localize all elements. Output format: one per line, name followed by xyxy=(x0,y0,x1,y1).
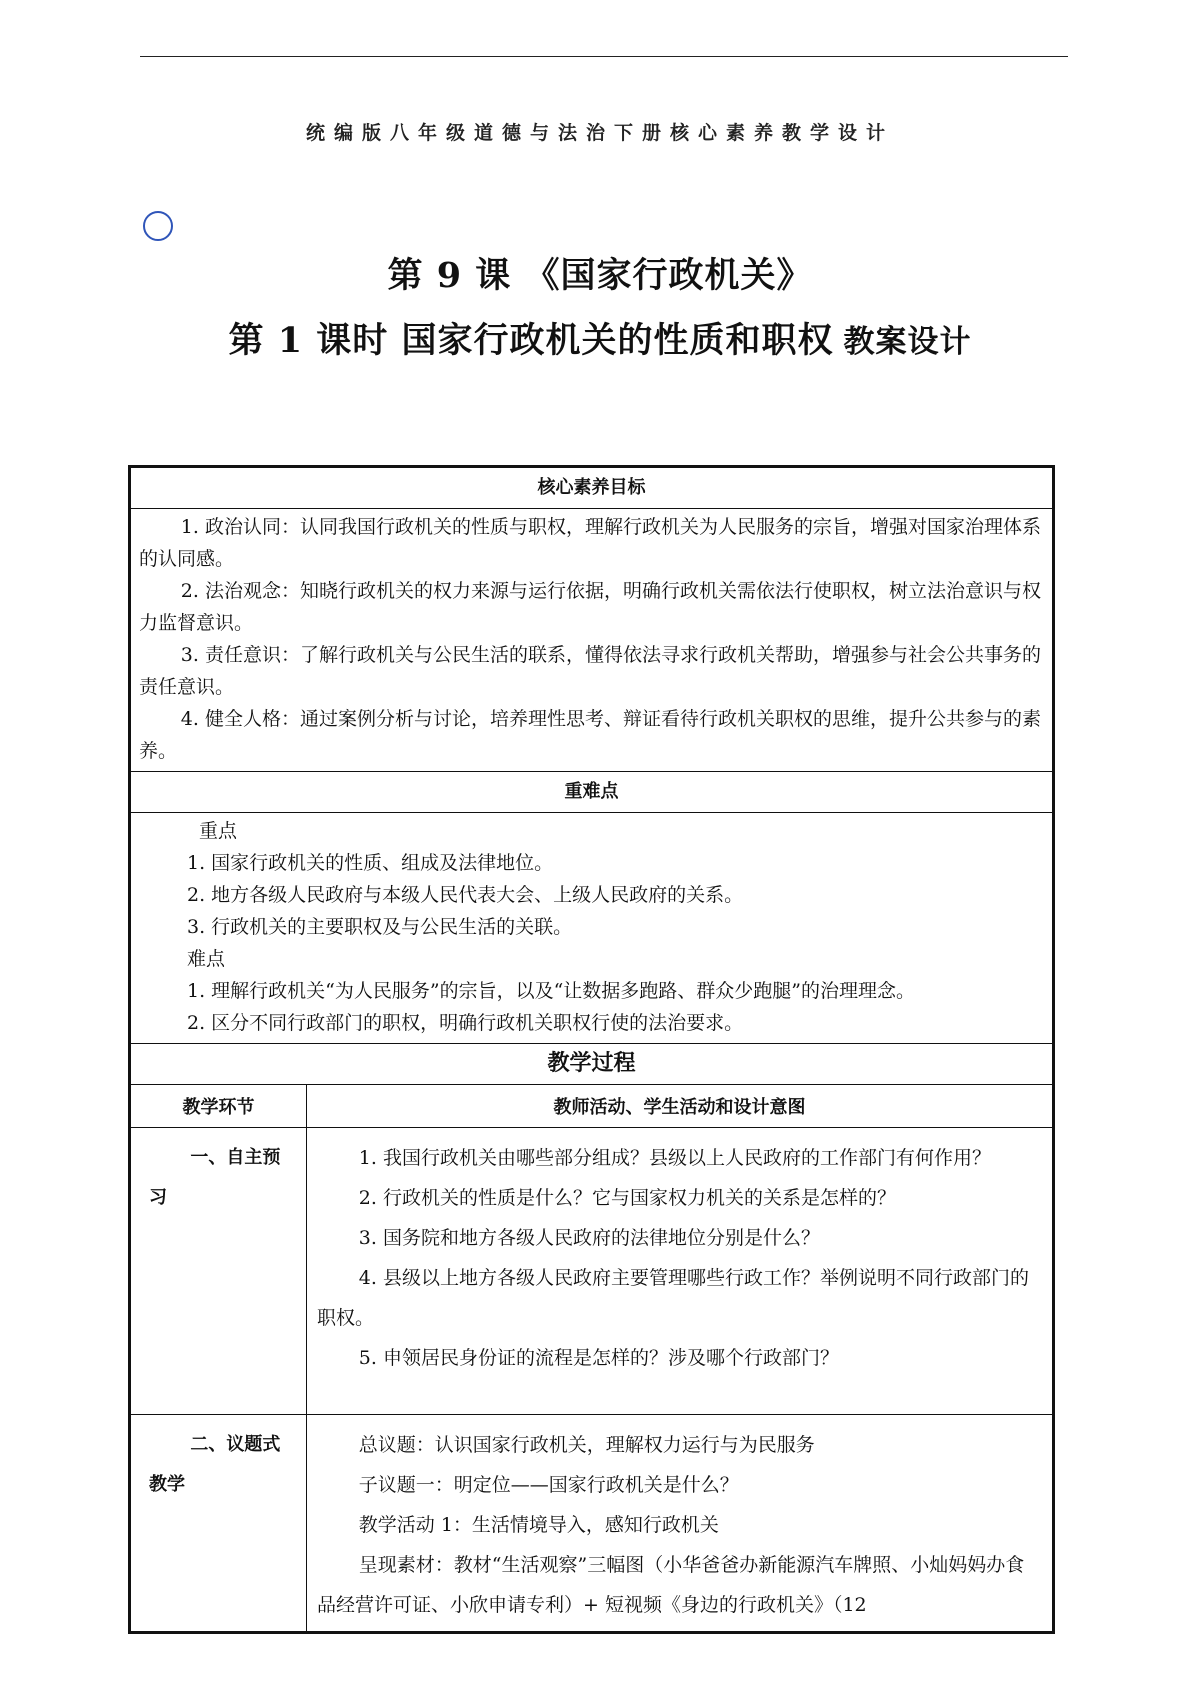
difficult-label: 难点 xyxy=(187,948,226,970)
issue-line: 子议题一：明定位——国家行政机关是什么？ xyxy=(358,1474,739,1496)
difficult-item: 1. 理解行政机关“为人民服务”的宗旨，以及“让数据多跑路、群众少跑腿”的治理理念。 xyxy=(187,980,916,1002)
preview-questions xyxy=(307,1128,1054,1415)
stage-name: 二、议题式教学 xyxy=(149,1434,281,1495)
core-goal-item: 3. 责任意识：了解行政机关与公民生活的联系，懂得依法寻求行政机关帮助，增强参与社会公共事务的责任意识。 xyxy=(139,644,1041,698)
key-item: 3. 行政机关的主要职权及与公民生活的关联。 xyxy=(187,916,573,938)
key-item: 2. 地方各级人民政府与本级人民代表大会、上级人民政府的关系。 xyxy=(187,884,744,906)
core-goals-heading: 核心素养目标 xyxy=(130,467,1054,509)
issue-line: 总议题：认识国家行政机关，理解权力运行与为民服务 xyxy=(358,1434,815,1456)
core-goal-item: 4. 健全人格：通过案例分析与讨论，培养理性思考、辩证看待行政机关职权的思维，提升公共参与的素养。 xyxy=(139,708,1041,762)
period-title-main: 第 1 课时 国家行政机关的性质和职权 xyxy=(228,320,834,361)
preview-question: 4. 县级以上地方各级人民政府主要管理哪些行政工作？举例说明不同行政部门的职权。 xyxy=(317,1267,1029,1329)
series-header: 统编版八年级道德与法治下册核心素养教学设计 xyxy=(305,122,894,144)
preview-question: 3. 国务院和地方各级人民政府的法律地位分别是什么？ xyxy=(358,1227,820,1249)
core-goal-item: 1. 政治认同：认同我国行政机关的性质与职权，理解行政机关为人民服务的宗旨，增强对国家治理体系的认同感。 xyxy=(139,516,1041,570)
key-points-heading: 重难点 xyxy=(130,772,1054,813)
core-goal-item: 2. 法治观念：知晓行政机关的权力来源与运行依据，明确行政机关需依法行使职权，树立法治意识与权力监督意识。 xyxy=(139,580,1041,634)
issue-line: 教学活动 1：生活情境导入，感知行政机关 xyxy=(358,1514,719,1536)
lesson-title: 第 9 课 《国家行政机关》 xyxy=(387,255,813,296)
issue-teaching-content xyxy=(307,1415,1054,1633)
preview-question: 2. 行政机关的性质是什么？它与国家权力机关的关系是怎样的？ xyxy=(358,1187,896,1209)
key-item: 1. 国家行政机关的性质、组成及法律地位。 xyxy=(187,852,554,874)
lesson-plan-table xyxy=(128,465,1055,1634)
key-label: 重点 xyxy=(199,820,238,842)
period-title-suffix: 教案设计 xyxy=(843,324,972,360)
difficult-item: 2. 区分不同行政部门的职权，明确行政机关职权行使的法治要求。 xyxy=(187,1012,744,1034)
circle-mark-icon xyxy=(143,211,173,241)
period-title xyxy=(0,313,1200,363)
issue-line: 呈现素材：教材“生活观察”三幅图（小华爸爸办新能源汽车牌照、小灿妈妈办食品经营许可证、小欣申请专利）+ 短视频《身边的行政机关》（12 xyxy=(317,1554,1025,1616)
column-header-stage: 教学环节 xyxy=(130,1085,307,1128)
preview-question: 1. 我国行政机关由哪些部分组成？县级以上人民政府的工作部门有何作用？ xyxy=(358,1147,991,1169)
process-heading: 教学过程 xyxy=(130,1044,1054,1085)
key-points-body xyxy=(130,813,1054,1044)
stage-name: 一、自主预习 xyxy=(149,1147,281,1208)
stage-issue-teaching xyxy=(130,1415,307,1633)
core-goals-body xyxy=(130,509,1054,772)
preview-question: 5. 申领居民身份证的流程是怎样的？涉及哪个行政部门？ xyxy=(358,1347,839,1369)
header-rule xyxy=(140,56,1068,57)
column-header-activities: 教师活动、学生活动和设计意图 xyxy=(307,1085,1054,1128)
stage-preview xyxy=(130,1128,307,1415)
